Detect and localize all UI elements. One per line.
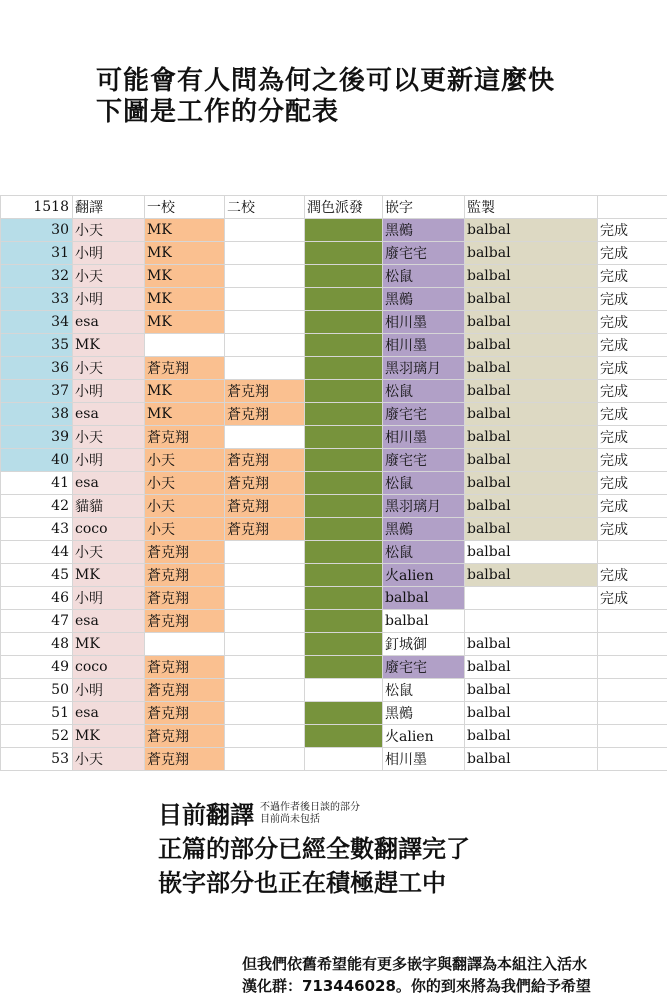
header-proof2-cell: 二校: [225, 196, 305, 219]
translator-cell: 小天: [73, 541, 145, 564]
translator-cell: 小明: [73, 380, 145, 403]
translator-cell: 小明: [73, 679, 145, 702]
status-cell: [598, 633, 667, 656]
supervisor-cell: [465, 610, 598, 633]
chapter-cell: 51: [1, 702, 73, 725]
table-body: [1, 196, 667, 771]
proof1-cell: 蒼克翔: [145, 357, 225, 380]
status-cell: [598, 541, 667, 564]
proof2-cell: [225, 656, 305, 679]
table-row: [1, 610, 667, 633]
translator-cell: coco: [73, 518, 145, 541]
status-cell: 完成: [598, 334, 667, 357]
chapter-cell: 45: [1, 564, 73, 587]
edit-cell: [305, 426, 383, 449]
proof2-cell: [225, 610, 305, 633]
table-row: [1, 219, 667, 242]
table-row: [1, 357, 667, 380]
proof2-cell: [225, 679, 305, 702]
translator-cell: MK: [73, 725, 145, 748]
header-supervise-cell: 監製: [465, 196, 598, 219]
assignment-table: [0, 195, 667, 771]
table-row: [1, 564, 667, 587]
edit-cell: [305, 334, 383, 357]
table-row: [1, 426, 667, 449]
header-edit-cell: 潤色派發: [305, 196, 383, 219]
supervisor-cell: balbal: [465, 656, 598, 679]
proof1-cell: 小天: [145, 449, 225, 472]
proof2-cell: [225, 564, 305, 587]
edit-cell: [305, 702, 383, 725]
edit-cell: [305, 633, 383, 656]
proof1-cell: MK: [145, 242, 225, 265]
chapter-cell: 48: [1, 633, 73, 656]
typeset-cell: 廢宅宅: [383, 403, 465, 426]
typeset-cell: 松鼠: [383, 679, 465, 702]
chapter-cell: 40: [1, 449, 73, 472]
status-cell: 完成: [598, 265, 667, 288]
supervisor-cell: balbal: [465, 334, 598, 357]
typeset-cell: 相川墨: [383, 311, 465, 334]
supervisor-cell: balbal: [465, 219, 598, 242]
proof2-cell: [225, 242, 305, 265]
translator-cell: 小明: [73, 288, 145, 311]
translator-cell: 小天: [73, 426, 145, 449]
typeset-cell: 松鼠: [383, 380, 465, 403]
chapter-cell: 32: [1, 265, 73, 288]
status-note-line-1: 不過作者後日談的部分: [260, 802, 360, 813]
chapter-cell: 46: [1, 587, 73, 610]
chapter-cell: 47: [1, 610, 73, 633]
proof2-cell: 蒼克翔: [225, 518, 305, 541]
typeset-cell: 相川墨: [383, 334, 465, 357]
chapter-cell: 30: [1, 219, 73, 242]
edit-cell: [305, 518, 383, 541]
supervisor-cell: balbal: [465, 518, 598, 541]
table-row: [1, 679, 667, 702]
typeset-cell: 相川墨: [383, 426, 465, 449]
supervisor-cell: balbal: [465, 449, 598, 472]
supervisor-cell: balbal: [465, 265, 598, 288]
translator-cell: 貓貓: [73, 495, 145, 518]
translator-cell: 小明: [73, 242, 145, 265]
proof2-cell: [225, 265, 305, 288]
edit-cell: [305, 380, 383, 403]
edit-cell: [305, 725, 383, 748]
table-row: [1, 288, 667, 311]
status-title: 目前翻譯: [158, 801, 254, 829]
edit-cell: [305, 587, 383, 610]
status-cell: 完成: [598, 495, 667, 518]
supervisor-cell: balbal: [465, 702, 598, 725]
typeset-cell: 黑鵺: [383, 702, 465, 725]
proof1-cell: 小天: [145, 518, 225, 541]
proof1-cell: [145, 334, 225, 357]
status-cell: 完成: [598, 518, 667, 541]
edit-cell: [305, 541, 383, 564]
proof2-cell: [225, 288, 305, 311]
chapter-cell: 37: [1, 380, 73, 403]
proof2-cell: [225, 541, 305, 564]
proof1-cell: 蒼克翔: [145, 679, 225, 702]
translator-cell: 小天: [73, 357, 145, 380]
proof1-cell: MK: [145, 265, 225, 288]
proof2-cell: 蒼克翔: [225, 380, 305, 403]
supervisor-cell: balbal: [465, 357, 598, 380]
status-cell: [598, 610, 667, 633]
chapter-cell: 50: [1, 679, 73, 702]
status-cell: [598, 656, 667, 679]
chapter-cell: 38: [1, 403, 73, 426]
chapter-cell: 41: [1, 472, 73, 495]
typeset-cell: 相川墨: [383, 748, 465, 771]
proof2-cell: 蒼克翔: [225, 495, 305, 518]
proof1-cell: [145, 633, 225, 656]
supervisor-cell: balbal: [465, 633, 598, 656]
supervisor-cell: balbal: [465, 311, 598, 334]
status-line-2: 嵌字部分也正在積極趕工中: [158, 869, 446, 897]
chapter-cell: 33: [1, 288, 73, 311]
typeset-cell: 黑羽璃月: [383, 357, 465, 380]
table-row: [1, 518, 667, 541]
supervisor-cell: balbal: [465, 288, 598, 311]
chapter-cell: 42: [1, 495, 73, 518]
status-cell: 完成: [598, 426, 667, 449]
edit-cell: [305, 564, 383, 587]
edit-cell: [305, 449, 383, 472]
proof1-cell: 小天: [145, 472, 225, 495]
proof1-cell: 蒼克翔: [145, 702, 225, 725]
translator-cell: esa: [73, 702, 145, 725]
translator-cell: 小天: [73, 748, 145, 771]
status-cell: 完成: [598, 311, 667, 334]
typeset-cell: 廢宅宅: [383, 656, 465, 679]
table-row: [1, 311, 667, 334]
table-row: [1, 449, 667, 472]
chapter-cell: 35: [1, 334, 73, 357]
edit-cell: [305, 219, 383, 242]
status-cell: 完成: [598, 403, 667, 426]
footer: [242, 953, 591, 997]
chapter-cell: 36: [1, 357, 73, 380]
heading-line-1: 可能會有人問為何之後可以更新這麼快: [96, 66, 556, 96]
translator-cell: esa: [73, 403, 145, 426]
status-cell: 完成: [598, 587, 667, 610]
edit-cell: [305, 265, 383, 288]
supervisor-cell: balbal: [465, 541, 598, 564]
proof2-cell: [225, 426, 305, 449]
typeset-cell: 釘城御: [383, 633, 465, 656]
proof2-cell: [225, 587, 305, 610]
header-status-cell: [598, 196, 667, 219]
edit-cell: [305, 288, 383, 311]
typeset-cell: 黑鵺: [383, 219, 465, 242]
footer-line-1: 但我們依舊希望能有更多嵌字與翻譯為本組注入活水: [242, 955, 588, 973]
status-line-1: 正篇的部分已經全數翻譯完了: [158, 835, 470, 863]
proof2-cell: [225, 311, 305, 334]
chapter-cell: 53: [1, 748, 73, 771]
status-note-line-2: 目前尚未包括: [260, 814, 320, 825]
supervisor-cell: balbal: [465, 679, 598, 702]
status-cell: 完成: [598, 472, 667, 495]
table-row: [1, 334, 667, 357]
table-row: [1, 702, 667, 725]
table-row: [1, 472, 667, 495]
chapter-cell: 43: [1, 518, 73, 541]
supervisor-cell: balbal: [465, 380, 598, 403]
status-note: [260, 802, 360, 826]
proof2-cell: 蒼克翔: [225, 403, 305, 426]
edit-cell: [305, 311, 383, 334]
proof1-cell: MK: [145, 403, 225, 426]
translator-cell: 小明: [73, 587, 145, 610]
translator-cell: esa: [73, 610, 145, 633]
status-cell: [598, 702, 667, 725]
translator-cell: 小天: [73, 219, 145, 242]
proof1-cell: 蒼克翔: [145, 426, 225, 449]
typeset-cell: 火alien: [383, 564, 465, 587]
table-row: [1, 403, 667, 426]
edit-cell: [305, 495, 383, 518]
table-row: [1, 541, 667, 564]
proof2-cell: 蒼克翔: [225, 449, 305, 472]
supervisor-cell: balbal: [465, 426, 598, 449]
chapter-cell: 31: [1, 242, 73, 265]
proof1-cell: 蒼克翔: [145, 610, 225, 633]
header-chapter-cell: 1518: [1, 196, 73, 219]
status-cell: 完成: [598, 357, 667, 380]
translator-cell: MK: [73, 633, 145, 656]
translator-cell: esa: [73, 311, 145, 334]
typeset-cell: 松鼠: [383, 541, 465, 564]
typeset-cell: 黑羽璃月: [383, 495, 465, 518]
edit-cell: [305, 472, 383, 495]
edit-cell: [305, 357, 383, 380]
table-row: [1, 725, 667, 748]
table-row: [1, 633, 667, 656]
current-status: [158, 798, 470, 900]
proof1-cell: MK: [145, 219, 225, 242]
proof1-cell: 蒼克翔: [145, 748, 225, 771]
status-cell: 完成: [598, 288, 667, 311]
status-cell: 完成: [598, 564, 667, 587]
chapter-cell: 39: [1, 426, 73, 449]
proof1-cell: 蒼克翔: [145, 541, 225, 564]
table-row: [1, 587, 667, 610]
typeset-cell: 黑鵺: [383, 518, 465, 541]
proof1-cell: MK: [145, 311, 225, 334]
typeset-cell: 松鼠: [383, 472, 465, 495]
status-heading-row: [158, 798, 470, 832]
proof1-cell: 蒼克翔: [145, 725, 225, 748]
status-cell: [598, 748, 667, 771]
typeset-cell: 火alien: [383, 725, 465, 748]
chapter-cell: 52: [1, 725, 73, 748]
chapter-cell: 34: [1, 311, 73, 334]
table-row: [1, 242, 667, 265]
supervisor-cell: balbal: [465, 748, 598, 771]
proof2-cell: [225, 219, 305, 242]
translator-cell: esa: [73, 472, 145, 495]
translator-cell: MK: [73, 334, 145, 357]
proof1-cell: 蒼克翔: [145, 656, 225, 679]
proof1-cell: MK: [145, 380, 225, 403]
typeset-cell: balbal: [383, 610, 465, 633]
translator-cell: MK: [73, 564, 145, 587]
table-row: [1, 748, 667, 771]
status-cell: 完成: [598, 219, 667, 242]
supervisor-cell: balbal: [465, 495, 598, 518]
proof2-cell: 蒼克翔: [225, 472, 305, 495]
typeset-cell: 松鼠: [383, 265, 465, 288]
table-row: [1, 380, 667, 403]
header-proof1-cell: 一校: [145, 196, 225, 219]
edit-cell: [305, 656, 383, 679]
table-row: [1, 656, 667, 679]
heading: [96, 66, 555, 128]
proof1-cell: MK: [145, 288, 225, 311]
status-cell: 完成: [598, 380, 667, 403]
supervisor-cell: balbal: [465, 242, 598, 265]
proof2-cell: [225, 357, 305, 380]
edit-cell: [305, 242, 383, 265]
proof2-cell: [225, 633, 305, 656]
edit-cell: [305, 679, 383, 702]
translator-cell: coco: [73, 656, 145, 679]
edit-cell: [305, 610, 383, 633]
supervisor-cell: [465, 587, 598, 610]
supervisor-cell: balbal: [465, 403, 598, 426]
edit-cell: [305, 748, 383, 771]
supervisor-cell: balbal: [465, 725, 598, 748]
typeset-cell: 廢宅宅: [383, 449, 465, 472]
status-cell: 完成: [598, 449, 667, 472]
proof1-cell: 小天: [145, 495, 225, 518]
heading-line-2: 下圖是工作的分配表: [96, 97, 340, 127]
table-row: [1, 265, 667, 288]
status-cell: [598, 679, 667, 702]
proof1-cell: 蒼克翔: [145, 587, 225, 610]
proof2-cell: [225, 334, 305, 357]
chapter-cell: 49: [1, 656, 73, 679]
edit-cell: [305, 403, 383, 426]
status-cell: 完成: [598, 242, 667, 265]
header-translate-cell: 翻譯: [73, 196, 145, 219]
header-typeset-cell: 嵌字: [383, 196, 465, 219]
chapter-cell: 44: [1, 541, 73, 564]
table-row: [1, 495, 667, 518]
table-header-row: [1, 196, 667, 219]
typeset-cell: 廢宅宅: [383, 242, 465, 265]
typeset-cell: balbal: [383, 587, 465, 610]
proof1-cell: 蒼克翔: [145, 564, 225, 587]
footer-line-2: 漢化群：713446028。你的到來將為我們給予希望: [242, 977, 591, 995]
proof2-cell: [225, 748, 305, 771]
supervisor-cell: balbal: [465, 472, 598, 495]
proof2-cell: [225, 725, 305, 748]
proof2-cell: [225, 702, 305, 725]
typeset-cell: 黑鵺: [383, 288, 465, 311]
supervisor-cell: balbal: [465, 564, 598, 587]
status-cell: [598, 725, 667, 748]
translator-cell: 小明: [73, 449, 145, 472]
translator-cell: 小天: [73, 265, 145, 288]
